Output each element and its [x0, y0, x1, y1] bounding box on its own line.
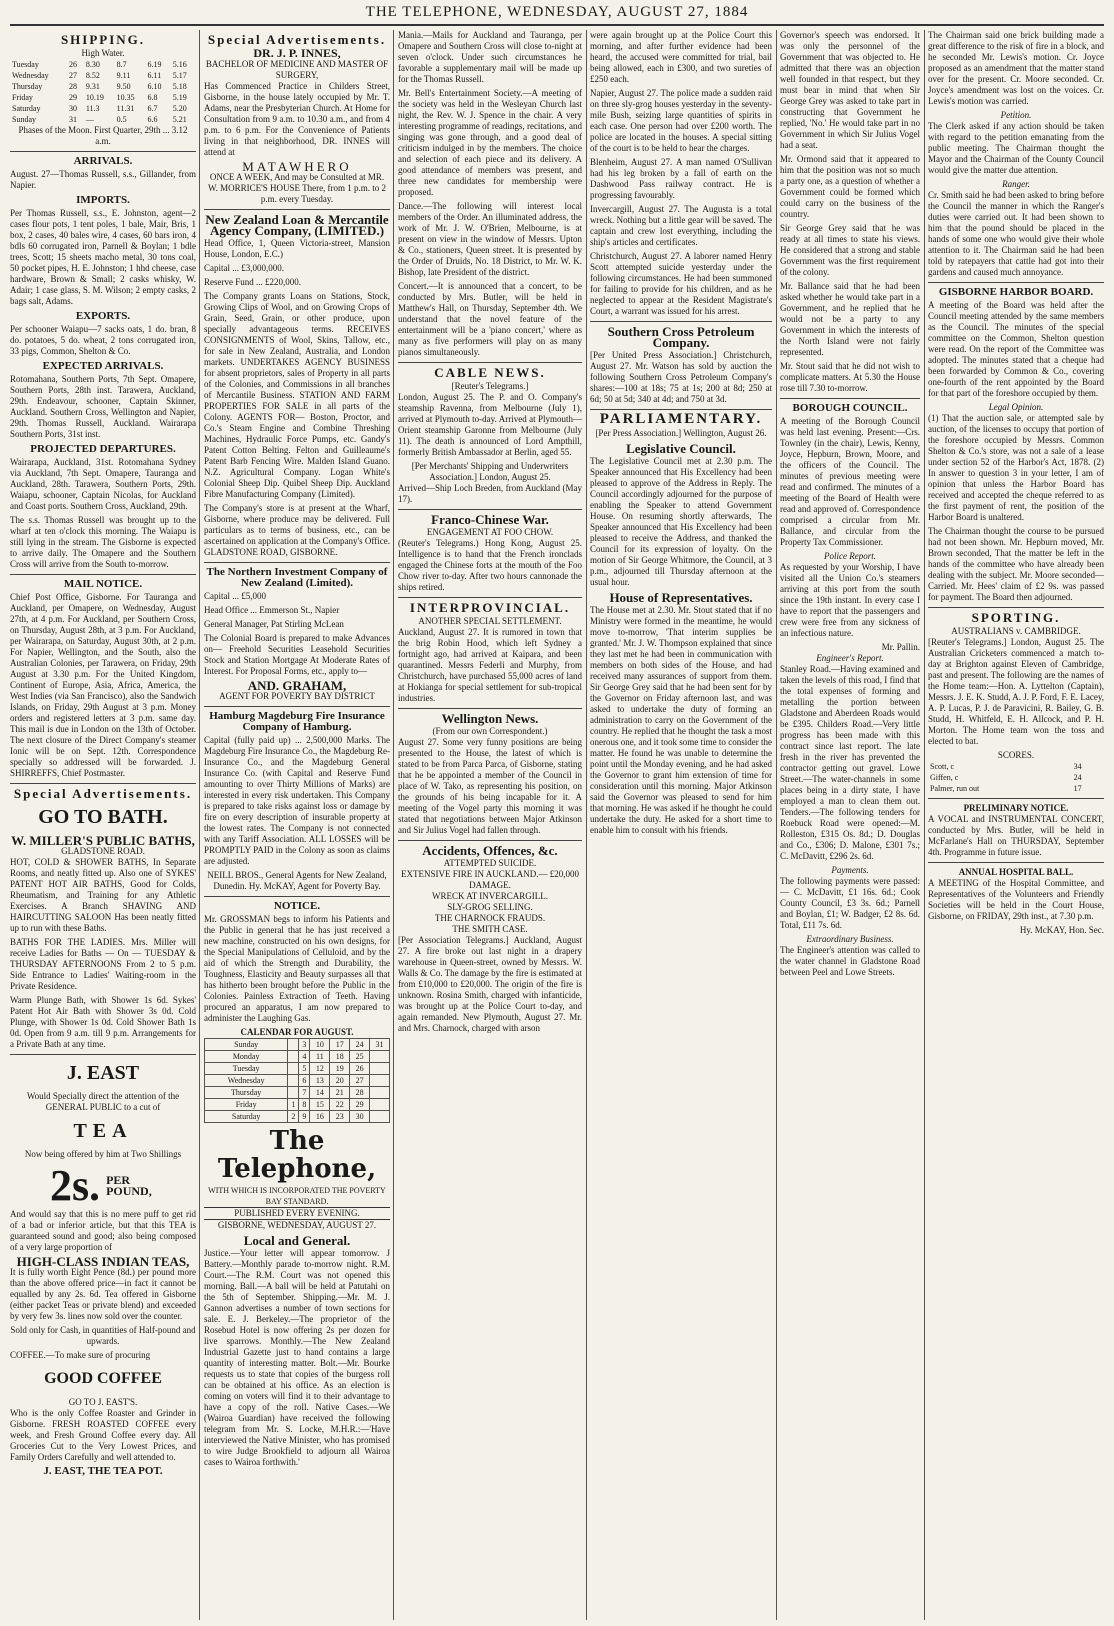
- tide-row-cell: 6.11: [147, 71, 162, 80]
- cable-title: CABLE NEWS.: [434, 365, 546, 380]
- harbour-title: GISBORNE HARBOR BOARD.: [938, 286, 1094, 298]
- score-row-cell: 17: [1073, 784, 1082, 793]
- calendar-row-cell: Thursday: [205, 1087, 288, 1099]
- northern-office: Head Office ... Emmerson St., Napier: [204, 605, 340, 615]
- franco-body: (Reuter's Telegrams.) Hong Kong, August 25. Intelligence is to hand that the French ironclads engaged the Chinese forts at the mouth of the Foo Chow river to-day. After two hours cannonade the ships retired.: [398, 538, 582, 592]
- tide-row-cell: 6.10: [147, 82, 162, 91]
- east-name: J. EAST: [66, 1062, 140, 1084]
- score-row-cell: 24: [1073, 773, 1082, 782]
- hamburg-body: Capital (fully paid up) ... 2,500,000 Marks. The Magdeburg Fire Insurance Co., the Magdeburg Re-Insurance Co., and the Magdeburg General Insurance Co. (with Capital and Reserve Fund amounting to over Thirty Millions of Marks) are interested in every risk undertaken. This Company is prepared to take risks against loss or damage by fire on every description of insurable property at the lowest rates. The Company is not connected with any Tariff Association. ALL LOSSES will be PROMPTLY PAID in the Colony as soon as claims are adjusted.: [204, 735, 390, 866]
- parliament-sub: [Per Press Association.] Wellington, August 26.: [595, 428, 767, 438]
- dateline: GISBORNE, WEDNESDAY, AUGUST 27.: [217, 1220, 377, 1230]
- calendar-row-cell: [370, 1051, 390, 1063]
- capital: Capital ... £3,000,000.: [204, 263, 284, 273]
- shipping-note: The s.s. Thomas Russell was brought up to the wharf at ten o'clock this morning. The Waiapu is still lying in the stream. The Gisborne is expected to arrive daily. The Omapere and the Southern Cross will arrive from the South to-morrow.: [10, 515, 196, 569]
- col4-body3: Invercargill, August 27. The Augusta is a total wreck. Nothing but a little gear will be saved. The captain and crew lost everything, including the ship's articles and certificates.: [590, 204, 772, 247]
- nzloan-body: The Company grants Loans on Stations, Stock, Growing Clips of Wool, and on Growing Crops of Grain, Seed, Grain, or other produce, upon specially advantageous terms. RECEIVES CONSIGNMENTS of Wool, Skins, Tallow, etc., for sale in New Zealand, Australia, and London markets. UNDERTAKES AGENCY BUSINESS for absent proprietors, sales of Property in all parts of the Colonies, and Commissions in all branches of Mercantile Business. STATION AND FARM PROPERTIES FOR SALE in all parts of the Colony. AGENTS FOR— Boston, Proctor, and Co.'s Steam Engine and Combine Threshing Machines, Hydraulic Force Pumps, etc. Gandy's Patent Cotton Belting. Felton and Guilleaume's Patent Barb Fencing Wire. Malden Island Guano. N.Z. Agricultural Company. Logan White's Colonial Sheep Dip. Quibel Sheep Dip. Auckland Fibre Manufacturing Company (Limited).: [204, 291, 390, 499]
- house-body: The House met at 2.30. Mr. Stout stated that if no Ministry were formed in the meantime, he would move to-morrow, 'That interim supplies be granted.' Mr. J. W. Thompson explained that since they last met he had been in communication with members on both sides of the House, and had received many assurances of support from them. Sir George Grey said that he had been sent for by the Governor on Friday afternoon last, and was asked to undertake the duty of forming an administration to carry on the Government of the country. He replied that he thought the task a most onerous one, and it took some time to consider the matter. He found he was unable to determine the point until the Monday evening, and he had asked the Governor to grant him extension of time for consideration until this morning. Major Atkinson said the Governor was pleased to send for him that morning. He was asked if he thought he could undertake the duty. He asked for a short time to enable him to consult with his friends.: [590, 605, 772, 835]
- matawhero: MATAWHERO: [242, 159, 352, 174]
- petition-body: The Clerk asked if any action should be taken with regard to the petition emanating from the public meeting. The Chairman thought the Mayor and the Chairman of the County Council would give the matter due attention.: [928, 121, 1104, 175]
- inter-body: Auckland, August 27. It is rumored in town that the brig Robin Hood, which left Sydney a fortnight ago, had arrived at Kaipara, and been quarantined. Messrs Federli and Murphy, from Christchurch, have purchased 55,000 acres of land at Hokianga for special settlement for sub-tropical industries.: [398, 627, 582, 703]
- column-rule: [924, 30, 925, 1620]
- tide-row: [10, 81, 196, 92]
- masthead: THE TELEPHONE, WEDNESDAY, AUGUST 27, 1884: [10, 4, 1104, 26]
- council-body: The Legislative Council met at 2.30 p.m. The Speaker announced that His Excellency had been pleased to approve of the Address in Reply. The Council accordingly adjourned for the purpose of enabling the Speaker to attend Government House. On resuming shortly afterwards, The Speaker announced that His Excellency had been pleased to receive the Address, and thanked the Council for its expression of loyalty. On the motion of Sir George Whitmore, the Council, at 3 p.m., adjourned till Thursday afternoon at the usual hour.: [590, 456, 772, 587]
- tide-row-cell: 6.19: [147, 60, 162, 69]
- extra-body: The Engineer's attention was called to the water channel in Gladstone Road between Peel and Lowe Streets.: [780, 945, 920, 977]
- calendar-row-cell: [370, 1063, 390, 1075]
- extra-title: Extraordinary Business.: [806, 934, 894, 944]
- graham-sub: AGENT FOR POVERTY BAY DISTRICT: [219, 691, 375, 701]
- nzloan-title: New Zealand Loan & Mercantile Agency Company, (LIMITED.): [205, 212, 389, 238]
- calendar-title: CALENDAR FOR AUGUST.: [240, 1027, 354, 1037]
- hamburg-agents: NEILL BROS., General Agents for New Zealand, Dunedin. Hy. McKAY, Agent for Poverty Bay.: [207, 870, 387, 891]
- tea-offer: Now being offered by him at Two Shillings: [24, 1149, 182, 1159]
- local-body: Justice.—Your letter will appear tomorrow. J Battery.—Monthly parade to-morrow night. R.M. Court.—The R.M. Court was not opened this morning. Ball.—A ball will be held at Patutahi on the 5th of September. Shipping.—Mr. M. J. Gannon advertises a number of town sections for sale. E. J. Berkeley.—The proprietor of the Rosebud Hotel is now offering 2s per dozen for live sparrows. Monthly.—The New Zealand Industrial Gazette just to hand contains a large quantity of interesting matter. Bolt.—Mr. Bourke requests us to state that copies of the burgess roll can be obtained at his office. As an election is coming on voters will find it to their advantage to have a copy of the roll. Native Cases.—We (Wairoa Guardian) have received the following telegram from Mr. S. Locke, M.H.R.:—'Have interviewed the Native Minister, who has promised to wire Judge Brookfield to adjourn all Wairoa cases to Wairoa forthwith.': [204, 1248, 390, 1467]
- northern-body: The Colonial Board is prepared to make Advances on— Freehold Securities Leasehold Securities Stock and Station Mortgage At Moderate Rates of Interest. For Proposal Forms, etc., apply to—: [204, 633, 390, 676]
- tide-row-cell: 10.35: [116, 93, 135, 102]
- tide-row-cell: 6.8: [147, 93, 158, 102]
- borough-title: BOROUGH COUNCIL.: [792, 402, 908, 414]
- col5-body2: Mr. Ormond said that it appeared to him that the position was not so much a party one, as a question of whether a Government could be formed which could carry on the business of the country.: [780, 154, 920, 219]
- cable-body2: Arrived—Ship Loch Breden, from Auckland (May 17).: [398, 483, 582, 504]
- col4-body2: Blenheim, August 27. A man named O'Sullivan had his leg broken by a fall of earth on the Dashwood Pass railway contract. He is progressing favourably.: [590, 157, 772, 200]
- calendar-row-cell: 19: [330, 1063, 350, 1075]
- doctor-title: BACHELOR OF MEDICINE AND MASTER OF SURGERY,: [205, 59, 389, 80]
- doctor-body: Has Commenced Practice in Childers Street, Gisborne, in the house lately occupied by Mr. T. Adams, near the Presbyterian Church. At Home for Consultation from 9 a.m. to 10.30 a.m., and from 4 p.m. to 6 p.m. For the Convenience of Patients living in that neighborhood, DR. INNES will attend at: [204, 81, 390, 157]
- nzloan-office: Head Office, 1, Queen Victoria-street, Mansion House, London, E.C.): [204, 238, 390, 259]
- accidents-sub2: EXTENSIVE FIRE IN AUCKLAND.— £20,000 DAMAGE.: [401, 869, 579, 890]
- tide-row-cell: 29: [69, 93, 78, 102]
- reserve: Reserve Fund ... £220,000.: [204, 277, 301, 287]
- calendar-row-cell: 18: [330, 1051, 350, 1063]
- tide-row-cell: 5.19: [172, 93, 187, 102]
- tea-word: TEA: [73, 1120, 133, 1142]
- calendar-row-cell: 28: [350, 1087, 370, 1099]
- ball-sign: Hy. McKAY, Hon. Sec.: [1019, 925, 1104, 935]
- calendar-row-cell: [370, 1111, 390, 1123]
- quantities: Sold only for Cash, in quantities of Half-pound and upwards.: [10, 1325, 196, 1346]
- accidents-sub6: THE SMITH CASE.: [452, 924, 528, 934]
- hamburg-title: Hamburg Magdeburg Fire Insurance Company of Hamburg.: [209, 710, 385, 733]
- calendar-row-cell: 31: [370, 1039, 390, 1051]
- harbour-body: A meeting of the Board was held after the Council meeting attended by the same members as the Council. The minutes of the special committee on the Common, Shelton question were read. On the report of the Committee was adopted. The minutes stated that a cheque had been forwarded by Common & Co., covering one-fourth of the rent appointed by the Board for that part of the foreshore occupied by them.: [928, 300, 1104, 398]
- tide-row-cell: 5.17: [172, 71, 187, 80]
- exports-text: Per schooner Waiapu—7 sacks oats, 1 do. bran, 8 do. potatoes, 5 do. wheat, 2 tons corrugated iron, 33 pigs, Common, Shelton & Co.: [10, 324, 196, 356]
- tide-row-cell: 9.11: [116, 71, 131, 80]
- sport-body: [Reuter's Telegrams.] London, August 25. The Australian Cricketers commenced a match to-day at Brighton against Eleven of Cambridge, past and present. The following are the names of the Home team:—Hon. A. Lyttelton (Captain), Messrs. J. E. K. Studd, A. J. P. Ford, F. E. Lacey, A. P. Lucas, P. J. de Paravicini, R. Bailey, G. B. Studd, H. Whitfeld, E. H. Allcock, and P. H. Morton. The Home team won the toss and elected to bat.: [928, 637, 1104, 746]
- tide-row: [10, 59, 196, 70]
- moon-phases: Phases of the Moon. First Quarter, 29th ... 3.12 a.m.: [18, 125, 188, 146]
- pallin: Mr. Pallin.: [881, 642, 920, 652]
- calendar-row-cell: Sunday: [205, 1039, 288, 1051]
- petroleum-title: Southern Cross Petroleum Company.: [607, 324, 755, 350]
- calendar-row: [205, 1087, 390, 1099]
- baths-body: HOT, COLD & SHOWER BATHS, In Separate Rooms, and neatly fitted up. Also one of SYKES' PATENT HOT AIR BATHS, Good for Colds, Rheumatism, and Training for any Athletic Exercises. A Branch SHAVING AND HAIRCUTTING SALOON Has been neatly fitted up to run with these Baths.: [10, 857, 196, 933]
- parliament-title: PARLIAMENTARY.: [599, 411, 763, 427]
- col4-intro: were again brought up at the Police Court this morning, and after further evidence had been heard, the accused were committed for trial, bail being allowed, each in £300, and two sureties of £250 each.: [590, 30, 772, 84]
- northern-capital: Capital ... £5,000: [204, 591, 266, 601]
- column-rule: [586, 30, 587, 1620]
- ranger-title: Ranger.: [1002, 179, 1030, 189]
- tide-row-cell: 6.7: [147, 104, 158, 113]
- borough-body: A meeting of the Borough Council was held last evening. Present:—Crs. Townley (in the chair), Lewis, Kenny, Joyce, Hepburn, Brown, Moore, and the officers of the Council. The minutes of previous meeting were read and confirmed. The minutes of a meeting of the Board of Health were read and approved of. Correspondence comprised a circular from Mr. Ballance, and circular from the Property Tax Commissioner.: [780, 416, 920, 547]
- tide-row-cell: 11.31: [116, 104, 135, 113]
- cable-body: London, August 25. The P. and O. Company's steamship Ravenna, from Melbourne (July 1), arrived at Plymouth to-day. Arrived at Plymouth—Orient steamship Garonne from Melbourne (July 11). The death is announced of Lord Ampthill, formerly British Ambassador at Berlin, aged 55.: [398, 392, 582, 457]
- column-3: [398, 30, 582, 1620]
- coffee-go: GO TO J. EAST'S.: [68, 1397, 138, 1407]
- east-intro: Would Specially direct the attention of the GENERAL PUBLIC to a cut of: [26, 1091, 180, 1112]
- mail-heading: MAIL NOTICE.: [63, 578, 143, 590]
- score-row: [928, 783, 1104, 794]
- col3-body1: Mr. Bell's Entertainment Society.—A meeting of the society was held in the Wesleyan Church last night, the Rev. W. J. Spence in the chair. A very interesting programme of readings, recitations, and singing was gone through, and a good deal of criticism indulged in by the members. The choice and selection of each piece and its delivery. A good attendance of members was present, and three new candidates for membership were proposed.: [398, 88, 582, 197]
- cable-sub2: [Per Merchants' Shipping and Underwriters Association.] London, August 25.: [411, 461, 569, 482]
- paper-sub: WITH WHICH IS INCORPORATED THE POVERTY BAY STANDARD.: [208, 1186, 386, 1206]
- engineer-body: Stanley Road.—Having examined and taken the levels of this road, I find that the total expenses of forming and metalling the portion between Gladstone and Aberdeen Roads would be £395. Childers Road.—Very little progress has been made with this contract since last report. The late fresh in the river has prevented the contractor getting out gravel. Lowe Street.—The water-channels in some places being in a dirty state, I have employed a man to clean them out. Tenders.—The following tenders for Roebuck Road were opened:—M. Rolleston, £315 Os. 8d.; D. Douglas and Co., £306; D. Malone, £301 7s.; C. McDavitt, £296 2s. 6d.: [780, 664, 920, 861]
- calendar-row-cell: 23: [330, 1111, 350, 1123]
- score-row: [928, 772, 1104, 783]
- calendar-row-cell: 11: [310, 1051, 330, 1063]
- score-row-cell: Palmer, run out: [930, 784, 980, 793]
- calendar-row-cell: Wednesday: [205, 1075, 288, 1087]
- tide-row-cell: Tuesday: [12, 60, 39, 69]
- calendar-row: [205, 1039, 390, 1051]
- calendar-row: [205, 1075, 390, 1087]
- imports-text: Per Thomas Russell, s.s., E. Johnston, agent—2 cases flour pots, 1 tent poles, 1 bale, Mair, Bris, 1 box, 2 cases, 40 bales wire, 4 cases, 60 bars iron, 4 bdls 60 corrugated iron, Parnell & Boylan; 1 bdle trees, Scott; 15 sheets macho metal, 30 tons coal, 50 pocket pipes, H. E. Johnston; 1 hhd cheese, case hardware, Brown & Small; 2 casks whisky, W. Adair; 1 case glass, S. M. Wilson; 2 empty casks, 2 bags salt, Adams.: [10, 208, 196, 306]
- indian-tea: HIGH-CLASS INDIAN TEAS,: [16, 1254, 190, 1269]
- calendar-row-cell: 21: [330, 1087, 350, 1099]
- tide-row-cell: Wednesday: [12, 71, 49, 80]
- expected-text: Rotomahana, Southern Ports, 7th Sept. Omapere, Southern Ports, 28th inst. Tarawera, Auckland, 29th. Endeavour, schooner, Captain Skinner, Auckland. Southern Cross, Wellington and Napier, 29th. Thomas Russell, Auckland. Wairarapa Southern Ports, 31st inst.: [10, 374, 196, 439]
- cable-sub: [Reuter's Telegrams.]: [451, 381, 529, 391]
- petroleum-body: [Per United Press Association.] Christchurch, August 27. Mr. Watson has sold by auction the following Southern Cross Petroleum Company's shares:—100 at 18s; 75 at 1s; 200 at 8d; 250 at 6d; 50 at 5d; 340 at 4d; and 750 at 3d.: [590, 350, 772, 404]
- score-row-cell: Scott, c: [930, 762, 954, 771]
- tide-row-cell: 31: [69, 115, 78, 124]
- calendar-row: [205, 1111, 390, 1123]
- prelim-title: PRELIMINARY NOTICE.: [963, 803, 1069, 813]
- accidents-sub5: THE CHARNOCK FRAUDS.: [434, 913, 546, 923]
- calendar-row-cell: 7: [299, 1087, 310, 1099]
- wellington-title: Wellington News.: [441, 711, 539, 726]
- tide-row-cell: 5.18: [172, 82, 187, 91]
- tide-row-cell: 9.31: [85, 82, 100, 91]
- paper-name: The Telephone,: [217, 1126, 377, 1184]
- calendar-row-cell: 30: [350, 1111, 370, 1123]
- prelim-body: A VOCAL and INSTRUMENTAL CONCERT, conducted by Mrs. Butler, will be held in McFarlane's Hall on THURSDAY, September 4th. Programme in future issue.: [928, 814, 1104, 857]
- council-title: Legislative Council.: [626, 441, 736, 456]
- payments-title: Payments.: [831, 865, 869, 875]
- tide-row-cell: 28: [69, 82, 78, 91]
- tea-body: And would say that this is no mere puff to get rid of a bad or inferior article, but that this TEA is guaranteed sound and good; also being composed of a very large proportion of: [10, 1209, 196, 1252]
- harbour-body2: The Chairman thought the course to be pursued had not been shown. Mr. Hepburn moved, Mr. Brown seconded, That the matter be left in the hands of the committee who have already been dealing with the subject. Mr. Moore seconded—Carried. Mr. Hees' claim of £2 9s. was passed for payment. The Board then adjourned.: [928, 526, 1104, 602]
- northern-title: The Northern Investment Company of New Zealand (Limited).: [206, 566, 388, 589]
- calendar-row-cell: 25: [350, 1051, 370, 1063]
- column-rule: [393, 30, 394, 1620]
- calendar-row-cell: 10: [310, 1039, 330, 1051]
- matawhero-body: ONCE A WEEK, And may be Consulted at MR. W. MORRICE'S HOUSE There, from 1 p.m. to 2 p.m. every Tuesday.: [207, 172, 387, 204]
- shipping-heading: SHIPPING.: [60, 32, 146, 47]
- tide-row-cell: 0.5: [116, 115, 127, 124]
- tide-row-cell: Sunday: [12, 115, 36, 124]
- column-rule: [776, 30, 777, 1620]
- column-1: [10, 30, 196, 1620]
- tide-row: [10, 103, 196, 114]
- score-row-cell: Giffen, c: [930, 773, 959, 782]
- good-coffee: GOOD COFFEE: [44, 1370, 162, 1387]
- payments-body: The following payments were passed:— C. McDavitt, £1 16s. 6d.; Cook County Council, £3 3s. 6d.; Parnell and Boylan, £1; W. Badger, £2 8s. 6d. Total, £11 7s. 6d.: [780, 876, 920, 930]
- calendar-row-cell: 20: [330, 1075, 350, 1087]
- col3-body3: Concert.—It is announced that a concert, to be conducted by Mrs. Butler, will be held in Matthew's Hall, on Thursday, September 4th. We understand that the novel feature of the entertainment will be a 'piano concert,' where as many as five performers will play on as many pianos simultaneously.: [398, 281, 582, 357]
- tide-row-cell: 5.16: [172, 60, 187, 69]
- house-title: House of Representatives.: [609, 590, 753, 605]
- column-2: [204, 30, 390, 1620]
- calendar-row-cell: 5: [299, 1063, 310, 1075]
- tide-row-cell: 11.3: [85, 104, 100, 113]
- calendar-row-cell: 17: [330, 1039, 350, 1051]
- calendar-row-cell: 12: [310, 1063, 330, 1075]
- calendar-row-cell: Saturday: [205, 1111, 288, 1123]
- arrivals-heading: ARRIVALS.: [73, 155, 133, 167]
- expected-heading: EXPECTED ARRIVALS.: [42, 360, 164, 372]
- calendar-row-cell: [288, 1063, 299, 1075]
- col6-body1: The Chairman said one brick building made a great difference to the risk of fire in a block, and he seconded Mr. Lewis's motion. Cr. Joyce proposed as an amendment that the matter stand over for the present. Cr. Moore seconded. Cr. Joyce's amendment was lost on the voices. Cr. Lewis's motion was carried.: [928, 30, 1104, 106]
- arrivals-text: August. 27—Thomas Russell, s.s., Gillander, from Napier.: [10, 169, 196, 190]
- tide-row-cell: —: [85, 115, 94, 124]
- northern-manager: General Manager, Pat Stirling McLean: [204, 619, 344, 629]
- calendar-row-cell: 13: [310, 1075, 330, 1087]
- calendar-row-cell: 24: [350, 1039, 370, 1051]
- calendar-row-cell: [370, 1075, 390, 1087]
- special-heading-2: Special Advertisements.: [207, 32, 387, 47]
- calendar-row-cell: 16: [310, 1111, 330, 1123]
- calendar-row-cell: 8: [299, 1099, 310, 1111]
- tide-row-cell: 10.19: [85, 93, 104, 102]
- calendar-row-cell: 14: [310, 1087, 330, 1099]
- accidents-sub4: SLY-GROG SELLING.: [447, 902, 533, 912]
- tide-row-cell: Friday: [12, 93, 33, 102]
- tide-table: [10, 59, 196, 125]
- col5-body3: Sir George Grey said that he was ready at all times to state his views. He considered that a strong and stable Government was the first requirement of the colony.: [780, 223, 920, 277]
- inter-title: INTERPROVINCIAL.: [409, 600, 571, 615]
- col3-intro: Mania.—Mails for Auckland and Tauranga, per Omapere and Southern Cross will close to-night at seven o'clock. Under such circumstances he favorable a supplementary mail will be made up for the Thomas Russell.: [398, 30, 582, 84]
- sporting-title: SPORTING.: [971, 610, 1061, 625]
- calendar-row-cell: [288, 1087, 299, 1099]
- ball-title: ANNUAL HOSPITAL BALL.: [958, 867, 1074, 877]
- calendar-row-cell: Tuesday: [205, 1063, 288, 1075]
- calendar-row-cell: 6: [299, 1075, 310, 1087]
- franco-sub: ENGAGEMENT AT FOO CHOW.: [426, 527, 554, 537]
- special-heading: Special Advertisements.: [13, 786, 193, 801]
- legal-body: (1) That the auction sale, or attempted sale by auction, of the licenses to occupy that portion of the foreshore occupied by Messrs. Common Shelton & Co.'s store, was not a sale of a lease under section 52 of the Harbor's Act, 1878. (2) In answer to question 3 in your letter, I am of opinion that unless the Harbor Board has received and accepted the cheque referred to as the first payment of rent, the position of the Harbor Board is unaltered.: [928, 413, 1104, 522]
- mail-text: Chief Post Office, Gisborne. For Tauranga and Auckland, per Omapere, on Wednesday, August 27th, at 4 p.m. For Auckland, per Southern Cross, on Thursday, August 28th, at 3 p.m. For Auckland, per Wairarapa, on Saturday, August 30th, at 2 p.m. For Napier, Wellington, and the South, also the Australian Colonies, per Tarawera, on Friday, 29th August at 3.30 p.m. For the United Kingdom, Continent of Europe, Asia, Africa, America, the West Indies (via San Francisco), also the Sandwich Islands, on Friday, 29th August at 3 p.m. Money orders and registered letters at 3 p.m. same day. This mail is due in London on the 13th of October. The next closure of the Direct Company's steamer Ionic will be on Sept. 12th. Correspondence specially so addressed will be forwarded. J. SHIRREFFS, Chief Postmaster.: [10, 592, 196, 778]
- accidents-sub1: ATTEMPTED SUICIDE.: [443, 858, 537, 868]
- column-4: [590, 30, 772, 1620]
- tide-row-cell: 6.6: [147, 115, 158, 124]
- calendar-row-cell: 4: [299, 1051, 310, 1063]
- tide-row: [10, 92, 196, 103]
- graham: AND. GRAHAM,: [247, 678, 347, 693]
- doctor-name: DR. J. P. INNES,: [253, 46, 341, 60]
- col5-body5: Mr. Stout said that he did not wish to complicate matters. At 5.30 the House rose till 7.30 to-morrow.: [780, 361, 920, 393]
- tide-row-cell: 26: [69, 60, 78, 69]
- wellington-sub: (From our own Correspondent.): [432, 726, 548, 736]
- tide-row-cell: 8.7: [116, 60, 127, 69]
- baths-prices: Warm Plunge Bath, with Shower 1s 6d. Sykes' Patent Hot Air Bath with Shower 3s 0d. Cold Plunge, with Shower 1s 0d. Cold Shower Bath 1s 0d. Open from 9 a.m. till 9 p.m. Arrangements for a Private Bath at any time.: [10, 995, 196, 1049]
- police-title: Police Report.: [824, 551, 876, 561]
- calendar-row-cell: 3: [299, 1039, 310, 1051]
- price-big: 2s.: [49, 1161, 101, 1210]
- tide-row: [10, 114, 196, 125]
- col5-body4: Mr. Ballance said that he had been asked whether he would take part in a Government, and he replied that he would not be a party to any Government in which the interests of the North Island were not fairly represented.: [780, 281, 920, 357]
- baths-ladies: BATHS FOR THE LADIES. Mrs. Miller will receive Ladies for Baths — On — TUESDAY & THURSDAY AFTERNOONS From 2 to 5 p.m. Side Entrance to Ladies' Waiting-room in the Private Residence.: [10, 937, 196, 991]
- projected-text: Wairarapa, Auckland, 31st. Rotomahana Sydney via Auckland, 7th Sept. Omapere, Tauranga and Auckland, 28th. Tarawera, Southern Ports, 29th. Waiapu, schooner, Captain Nicolas, for Auckland and Coast ports. Southern Cross, Auckland, 29th.: [10, 457, 196, 511]
- engineer-title: Engineer's Report.: [816, 653, 884, 663]
- calendar-row: [205, 1063, 390, 1075]
- calendar-row: [205, 1051, 390, 1063]
- calendar-row-cell: 26: [350, 1063, 370, 1075]
- col3-body2: Dance.—The following will interest local members of the Order. An illuminated address, the work of Mr. J. W. O'Brien, Melbourne, is at present on view in the window of Messrs. Upton & Co., stationers, Queen street. It is presented by the Order of Druids, No. 18 District, to Mr. W. K. Bishop, late President of the district.: [398, 201, 582, 277]
- tide-row-cell: 9.50: [116, 82, 131, 91]
- tide-row-cell: 5.20: [172, 104, 187, 113]
- calendar-row-cell: 22: [330, 1099, 350, 1111]
- calendar-row-cell: [288, 1051, 299, 1063]
- tide-row-cell: 30: [69, 104, 78, 113]
- calendar-row-cell: 9: [299, 1111, 310, 1123]
- tide-title: High Water.: [81, 48, 125, 58]
- score-row-cell: 34: [1073, 762, 1082, 771]
- ball-body: A MEETING of the Hospital Committee, and Representatives of the Volunteers and Friendly Societies will be held in the Court House, Gisborne, on FRIDAY, 29th inst., at 7.30 p.m.: [928, 878, 1104, 921]
- calendar-row-cell: 27: [350, 1075, 370, 1087]
- baths-address: GLADSTONE ROAD.: [61, 846, 145, 856]
- tide-row: [10, 70, 196, 81]
- col4-body1: Napier, August 27. The police made a sudden raid on three sly-grog houses yesterday in the seventy-mile Bush, seizing large quantities of spirits in each case. One person had over £200 worth. The police are located in the houses. A special sitting of the court is to be held to hear the charges.: [590, 88, 772, 153]
- published: PUBLISHED EVERY EVENING.: [204, 1207, 390, 1220]
- inter-sub: ANOTHER SPECIAL SETTLEMENT.: [418, 616, 562, 626]
- calendar-row-cell: [288, 1075, 299, 1087]
- indian-body: It is fully worth Eight Pence (8d.) per pound more than the above offered price—in fact it cannot be equalled by any 2s. 6d. Tea offered in Gisborne (either packet Teas or private blend) and exceeded by very few 3s. lines now sold over the counter.: [10, 1267, 196, 1321]
- col5-body1: Governor's speech was endorsed. It was only the personnel of the Government that was objected to. He admitted that there was an objection well founded in that respect, but they must bear in mind that when Sir George Grey was asked to take part in constructing that Government he replied, 'No.' He would take part in no Government in which Sir Julius Vogel had a seat.: [780, 30, 920, 150]
- local-title: Local and General.: [243, 1233, 351, 1248]
- calendar-row-cell: 29: [350, 1099, 370, 1111]
- ranger-body: Cr. Smith said he had been asked to bring before the Council the manner in which the Ranger's duties were carried out. It had been shown to him that the pound should be placed in the hands of some one who would give their whole attention to it. The Chairman said he had been told by ratepayers that cattle had got into their gardens and caused much annoyance.: [928, 190, 1104, 277]
- notice-title: NOTICE.: [273, 900, 321, 912]
- police-body: As requested by your Worship, I have visited all the Union Co.'s steamers arriving at this port from the south since the 19th instant. In every case I have to report that the passengers and crew were free from any sickness of an infectious nature.: [780, 562, 920, 638]
- coffee-body: Who is the only Coffee Roaster and Grinder in Gisborne. FRESH ROASTED COFFEE every week, and Fresh Ground Coffee every day. All Groceries Cut to the Very Lowest Prices, and Family Orders Carefully and well attended to.: [10, 1408, 196, 1462]
- wellington-body: August 27. Some very funny positions are being presented to the House, the latest of which is stated to be from Parca Parca, of Gisborne, stating that he be appointed a member of the Council in place of W. Tako, as representing his position, on the grounds of his being incapable for it. A meeting of the Vogel party this morning it was stated that negotiations between Major Atkinson and Sir Julius Vogel had fallen through.: [398, 737, 582, 835]
- calendar-row-cell: 2: [288, 1111, 299, 1123]
- calendar-row-cell: 15: [310, 1099, 330, 1111]
- calendar-row: [205, 1099, 390, 1111]
- petition-title: Petition.: [1000, 110, 1032, 120]
- calendar-row-cell: 1: [288, 1099, 299, 1111]
- franco-title: Franco-Chinese War.: [431, 512, 549, 527]
- baths-heading: GO TO BATH.: [38, 806, 168, 828]
- calendar-table: [204, 1038, 390, 1123]
- calendar-row-cell: [288, 1039, 299, 1051]
- imports-heading: IMPORTS.: [76, 194, 130, 206]
- calendar-row-cell: [370, 1087, 390, 1099]
- score-title: SCORES.: [997, 750, 1035, 760]
- scores-table: [928, 761, 1104, 794]
- tide-row-cell: 5.21: [172, 115, 187, 124]
- legal-title: Legal Opinion.: [988, 402, 1044, 412]
- tide-row-cell: Saturday: [12, 104, 41, 113]
- baths-name: W. MILLER'S PUBLIC BATHS,: [11, 833, 195, 848]
- calendar-row-cell: [370, 1099, 390, 1111]
- tide-row-cell: Thursday: [12, 82, 43, 91]
- accidents-body: [Per Association Telegrams.] Auckland, August 27. A fire broke out last night in a drapery warehouse in Queen-street, owned by Messrs. W. Walls & Co. The damage by the fire is estimated at from £10,000 to £20,000. The origin of the fire is unknown. Rosina Smith, charged with infanticide, was brought up at the Police Court to-day, and again remanded. New Plymouth, August 27. Mr. and Mrs. Charnock, charged with arson: [398, 935, 582, 1033]
- exports-heading: EXPORTS.: [75, 310, 131, 322]
- tide-row-cell: 27: [69, 71, 78, 80]
- sport-sub: AUSTRALIANS v. CAMBRIDGE.: [951, 626, 1081, 636]
- tea-pot: J. EAST, THE TEA POT.: [43, 1465, 163, 1477]
- coffee-head: COFFEE.—To make sure of procuring: [10, 1350, 151, 1360]
- column-5: [780, 30, 920, 1620]
- score-row: [928, 761, 1104, 772]
- col4-body4: Christchurch, August 27. A laborer named Henry Scott attempted suicide yesterday under the following circumstances. He had been summoned for failing to provide for his children, and as he neglected to appear at the Resident Magistrate's Court, a warrant was issued for his arrest.: [590, 251, 772, 316]
- nzloan-foot: The Company's store is at present at the Wharf, Gisborne, where produce may be delivered. Full particulars as to terms of business, etc., can be ascertained on application at the Company's Office. GLADSTONE ROAD, GISBORNE.: [204, 503, 390, 557]
- column-rule: [199, 30, 200, 1620]
- accidents-sub3: WRECK AT INVERCARGILL.: [431, 891, 549, 901]
- projected-heading: PROJECTED DEPARTURES.: [30, 443, 176, 455]
- calendar-row-cell: Monday: [205, 1051, 288, 1063]
- price-unit: PER POUND,: [106, 1173, 152, 1198]
- notice-body: Mr. GROSSMAN begs to inform his Patients and the Public in general that he has just received a new machine, constructed on his own designs, for the Special Manipulations of Celluloid, and by the aid of which the Strength and Durability, the Toughness, Elasticity and Beauty surpasses all that has hitherto been brought before the Public in the Colonies. Painless Extraction of Teeth. Having procured an apparatus, I am now prepared to administer the Laughing Gas.: [204, 914, 390, 1023]
- tide-row-cell: 8.52: [85, 71, 100, 80]
- column-6: [928, 30, 1104, 1620]
- calendar-row-cell: Friday: [205, 1099, 288, 1111]
- accidents-title: Accidents, Offences, &c.: [422, 843, 558, 858]
- tide-row-cell: 8.30: [85, 60, 100, 69]
